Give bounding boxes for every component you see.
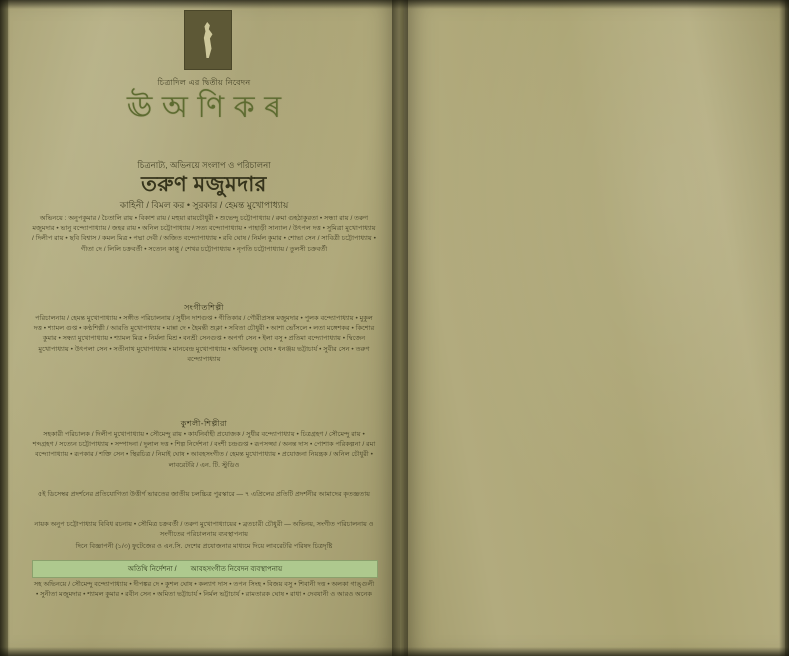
music-credits: পরিচালনায় / হেমন্ত মুখোপাধ্যায় • সঙ্গীত পরিচালনায় / সুধীন দাশগুপ্ত • গীতিকার / গৌরীপ্রসন্ন মজুমদার • পুলক বন্দ্যোপাধ্যায় • মুকুল দত্ত • শ্যামল গুপ্ত • কণ্ঠশিল্পী / আরতি মুখোপাধ্যায় • মান্না দে • হৈমন্তী শুক্লা • সবিতা চৌধুরী • আশা ভোঁসলে • লতা মঙ্গেশকর • কিশোর কুমার • সন্ধ্যা মুখোপাধ্যায় • শ্যামল মিত্র • নির্মলা মিশ্র • বনশ্রী সেনগুপ্ত • অপর্ণা সেন • ইলা বসু • প্রতিমা বন্দ্যোপাধ্যায় • দ্বিজেন মুখোপাধ্যায় • উৎপলা সেন • সতীনাথ মুখোপাধ্যায় • মানবেন্দ্র মুখোপাধ্যায় • অখিলবন্ধু ঘোষ • ধনঞ্জয় ভট্টাচার্য • সুবীর সেন • তরুণ বন্দ্যোপাধ্যায়: [33, 315, 375, 363]
crew-section-heading: কুশলী-শিল্পীরা: [180, 419, 228, 428]
credit-role-line: চিত্রনাট্য, অভিনয়ে সংলাপ ও পরিচালনা: [137, 160, 271, 170]
page-edge-top: [0, 0, 789, 9]
presenter-line: চিত্রাদিল এর দ্বিতীয় নিবেদন: [157, 78, 251, 87]
studio-logo: [184, 10, 232, 70]
book-gutter: [392, 0, 408, 656]
story-music-line: কাহিনী / বিমল কর • সুরকার / হেমন্ত মুখোপাধ্যায়: [119, 200, 289, 210]
crew-credits: সহকারী পরিচালক / দিলীপ মুখোপাধ্যায় • সৌমেন্দু রায় • কার্যনির্বাহী প্রযোজক / সুধীর বন্দ্যোপাধ্যায় • চিত্রগ্রহণ / সৌমেন্দু রায় • শব্দগ্রহণ / সত্যেন চট্টোপাধ্যায় • সম্পাদনা / দুলাল দত্ত • শিল্প নির্দেশনা / বংশী চন্দ্রগুপ্ত • রূপসজ্জা / অনন্ত দাস • পোশাক পরিকল্পনা / রমা বন্দ্যোপাধ্যায় • রূপকার / শক্তি সেন • স্থিরচিত্র / নিমাই ঘোষ • আবহসংগীত / হেমন্ত মুখোপাধ্যায় • প্রযোজনা নিয়ন্ত্রক / অনিল চৌধুরী • লাবরেটরি / এন. টি. স্টুডিও: [32, 431, 376, 469]
award-notice: ৫ই ডিসেম্বর প্রদর্শনের প্রতিযোগিতা উত্তীর্ণ ভারতের জাতীয় চলচ্চিত্র পুরস্কারে — ৭ এপ্রিলের প্রতিটি প্রদর্শনীর আমাদের কৃতজ্ঞতায়: [37, 491, 371, 498]
page-edge-bottom: [0, 647, 789, 656]
banner-right-label: আবহসংগীত নিবেদন ব্যবস্থাপনায়: [190, 566, 283, 573]
release-note: দিনে বিজ্ঞাপনী (১/৩) ফুটেজের ও এন.সি. দেশের প্রযোজনার মাধ্যমে দিয়ে লাবরেটরি পরিষদ চিত্রদৃষ্টি: [75, 543, 333, 550]
supporting-cast: সহ অভিনয়ে / সৌমেন্দু বন্দ্যোপাধ্যায় • দীপঙ্কর দে • কুশল ঘোষ • কল্যাণ দাস • তপন সিংহ • বিজয় বসু • শিবানী দত্ত • অলকা গাঙ্গুলী • সুনীতা মজুমদার • শ্যামল কুমার • রবীন সেন • অমিতা ভট্টাচার্য • নির্মল ভট্টাচার্য • রামতারক ঘোষ • রাধা • দেবযানী ও আরও অনেক: [33, 581, 375, 599]
dancing-figure-emblem-icon: [200, 22, 216, 58]
director-name: তরুণ মজুমদার: [141, 173, 267, 196]
banner-left-label: অতিথি নির্দেশনা /: [127, 566, 177, 573]
music-section-heading: সংগীতশিল্পী: [184, 303, 224, 312]
right-page: [404, 0, 785, 656]
cast-list: অভিনয়ে : অনুপকুমার / চৈতালি রায় • বিকাশ রায় / মহুয়া রায়চৌধুরী • শুভেন্দু চট্টোপাধ্যায় / রুমা গুহঠাকুরতা • সন্ধ্যা রায় / তরুণ মজুমদার • ভানু বন্দ্যোপাধ্যায় / জহর রায় • অনিল চট্টোপাধ্যায় / সত্য বন্দ্যোপাধ্যায় • পাহাড়ী সান্যাল / উৎপল দত্ত • সুমিত্রা মুখোপাধ্যায় / দিলীপ রায় • ছবি বিশ্বাস / কমল মিত্র • পদ্মা দেবী / অজিত বন্দ্যোপাধ্যায় • রবি ঘোষ / নির্মল কুমার • শোভা সেন / সাবিত্রী চট্টোপাধ্যায় • গীতা দে / লিলি চক্রবর্তী • সত্যেন কাপ্পু / শেখর চট্টোপাধ্যায় • নৃপতি চট্টোপাধ্যায় / তুলসী চক্রবর্তী: [32, 215, 376, 253]
left-page: [8, 0, 400, 656]
additional-credits: নায়ক অনুপ চট্টোপাধ্যায় বিবিধ রচনায় • সৌমিত্র চক্রবর্তী / তরুণ মুখোপাধ্যায়ের • ব্রতচারী চৌধুরী — অভিনয়, সংগীত পরিচালনায় ও সংগীতের পরিচালনায় ব্যবস্থাপনায়: [34, 521, 374, 539]
film-title: ঊ অ ণি ক ৰ: [126, 90, 282, 125]
highlight-banner: [32, 560, 378, 578]
